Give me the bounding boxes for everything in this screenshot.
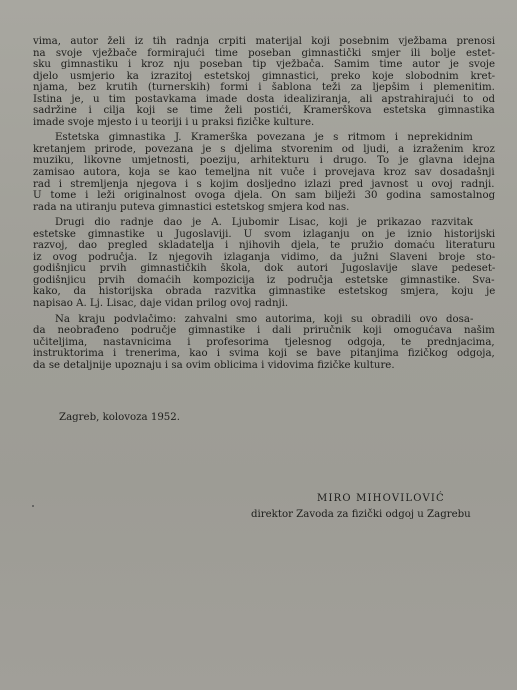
- body-text: [33, 36, 495, 371]
- text-line: Istina je, u tim postavkama imade dosta idealiziranja, ali apstrahirajući to od: [33, 93, 495, 105]
- text-line: zamisao autora, koja se kao temeljna nit vuče i provejava kroz sav dosadašnji: [33, 167, 495, 179]
- text-line: napisao A. Lj. Lisac, daje vidan prilog ovoj radnji.: [33, 298, 289, 310]
- text-line: rad i stremljenja njegova i s kojim dosljedno izlazi pred javnost u ovoj radnji.: [33, 178, 495, 190]
- text-line: kako, da historijska obrada razvitka gimnastike estetskog smjera, koju je: [33, 286, 495, 298]
- author-title: direktor Zavoda za fizički odgoj u Zagrebu: [251, 509, 471, 520]
- place-and-date: Zagreb, kolovoza 1952.: [59, 412, 181, 423]
- text-line: da se detaljnije upoznaju i sa ovim oblicima i vidovima fizičke kulture.: [33, 359, 395, 371]
- text-line: imade svoje mjesto i u teoriji i u praksi fizičke kulture.: [33, 116, 315, 128]
- text-line: djelo usmjerio ka izrazitoj estetskoj gimnastici, preko koje slobodnim kret-: [33, 70, 495, 82]
- text-line: godišnjicu prvih gimnastičkih škola, dok autori Jugoslavije slave pedeset-: [33, 263, 495, 275]
- text-line: iz ovog područja. Iz njegovih izlaganja vidimo, da južni Slaveni broje sto-: [33, 251, 495, 263]
- paper-speck: [32, 505, 34, 507]
- paragraph-3: [33, 217, 495, 309]
- text-line: Estetska gimnastika J. Kramerška povezana je s ritmom i neprekidnim: [55, 132, 473, 144]
- text-line: učiteljima, nastavnicima i profesorima tjelesnog odgoja, te prednjacima,: [33, 336, 495, 348]
- text-line: rada na utiranju puteva gimnastici estetskog smjera kod nas.: [33, 201, 350, 213]
- text-line: estetske gimnastike u Jugoslaviji. U svom izlaganju on je iznio historijski: [33, 228, 495, 240]
- text-line: muziku, likovne umjetnosti, poeziju, arhitekturu i drugo. To je glavna idejna: [33, 155, 495, 167]
- text-line: sadržine i cilja koji se time želi postići, Kramerškova estetska gimnastika: [33, 105, 495, 117]
- text-line: razvoj, dao pregled skladatelja i njihovih djela, te pružio domaću literaturu: [33, 240, 495, 252]
- text-line: U tome i leži originalnost ovoga djela. On sam bilježi 30 godina samostalnog: [33, 190, 495, 202]
- text-line: Na kraju podvlačimo: zahvalni smo autorima, koji su obradili ovo dosa-: [55, 313, 474, 325]
- text-line: na svoje vježbače formirajući time poseban gimnastički smjer ili bolje estet-: [33, 47, 495, 59]
- text-line: vima, autor želi iz tih radnja crpiti materijal koji posebnim vježbama prenosi: [33, 36, 495, 47]
- paragraph-1: [33, 36, 495, 128]
- text-line: sku gimnastiku i kroz nju poseban tip vježbača. Samim time autor je svoje: [33, 59, 495, 71]
- text-line: da neobrađeno područje gimnastike i dali priručnik koji omogućava našim: [33, 325, 495, 337]
- text-line: Drugi dio radnje dao je A. Ljubomir Lisac, koji je prikazao razvitak: [55, 217, 473, 229]
- author-name: MIRO MIHOVILOVIĆ: [317, 493, 445, 504]
- text-line: godišnjicu prvih domaćih kompozicija iz područja estetske gimnastike. Sva-: [33, 274, 495, 286]
- text-line: kretanjem prirode, povezana je s djelima stvorenim od ljudi, a izraženim kroz: [33, 143, 495, 155]
- paragraph-2: [33, 132, 495, 213]
- text-line: njama, bez krutih (turnerskih) formi i šablona teži za ljepšim i plemenitim.: [33, 82, 495, 94]
- paragraph-4: [33, 314, 495, 372]
- text-line: instruktorima i trenerima, kao i svima koji se bave pitanjima fizičkog odgoja,: [33, 348, 495, 360]
